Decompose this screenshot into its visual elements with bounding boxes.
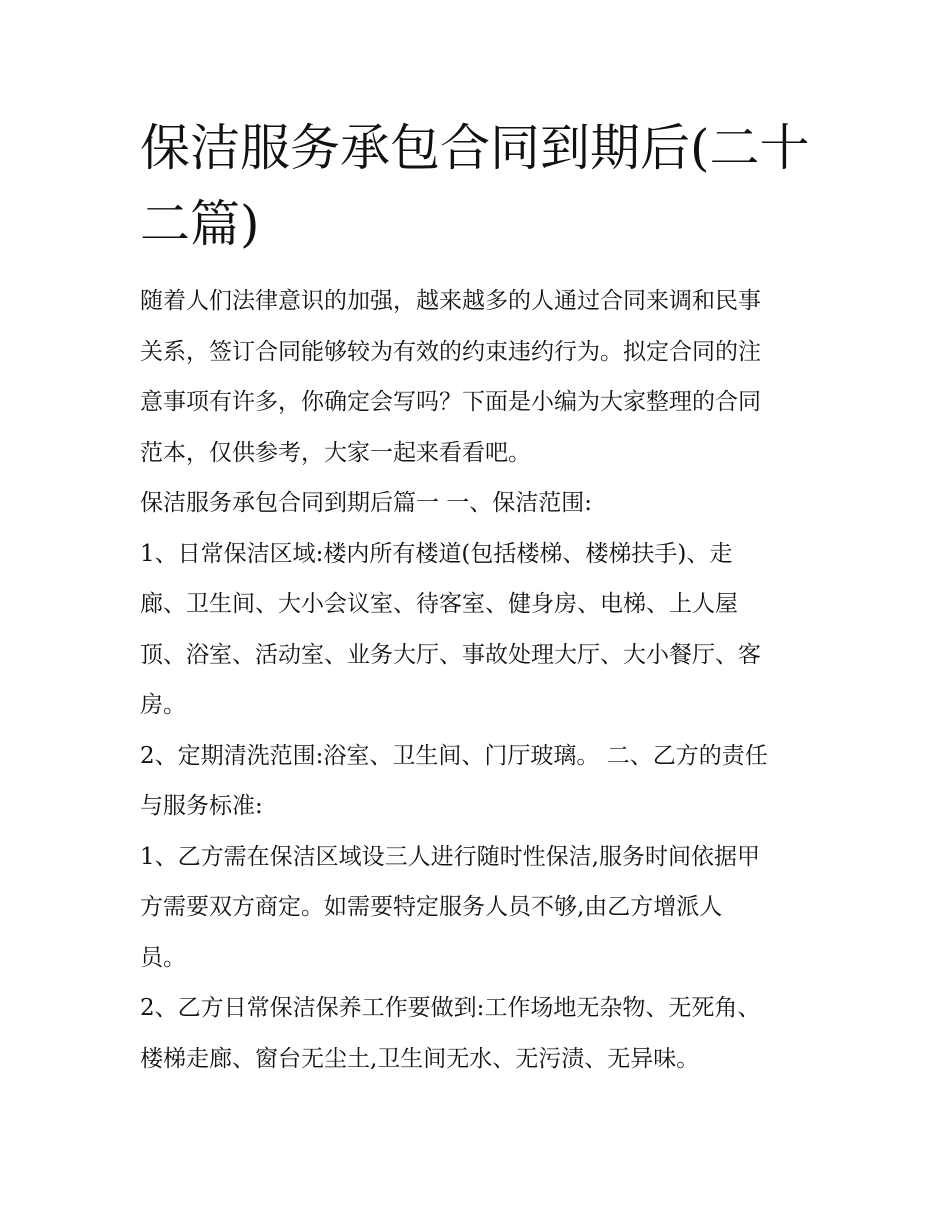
body-line: 2、乙方日常保洁保养工作要做到:工作场地无杂物、无死角、 <box>140 995 761 1021</box>
body-line: 楼梯走廊、窗台无尘土,卫生间无水、无污渍、无异味。 <box>140 1045 700 1072</box>
body-line: 1、乙方需在保洁区域设三人进行随时性保洁,服务时间依据甲 <box>140 843 760 870</box>
document-body <box>140 276 820 1084</box>
body-line: 意事项有许多，你确定会写吗？下面是小编为大家整理的合同 <box>140 389 761 415</box>
document-content <box>140 110 820 1084</box>
section-heading-line: 保洁服务承包合同到期后篇一 一、保洁范围: <box>140 490 593 516</box>
body-line: 与服务标准: <box>140 793 263 819</box>
title-line-1: 保洁服务承包合同到期后(二十 <box>140 119 810 177</box>
body-line: 范本，仅供参考，大家一起来看看吧。 <box>140 439 531 466</box>
body-line: 2、定期清洗范围:浴室、卫生间、门厅玻璃。 二、乙方的责任 <box>140 742 768 769</box>
body-line: 随着人们法律意识的加强，越来越多的人通过合同来调和民事 <box>140 288 761 314</box>
body-line: 方需要双方商定。如需要特定服务人员不够,由乙方增派人 <box>140 894 723 920</box>
body-line: 关系，签订合同能够较为有效的约束违约行为。拟定合同的注 <box>140 338 761 365</box>
body-line: 廊、卫生间、大小会议室、待客室、健身房、电梯、上人屋 <box>140 591 738 617</box>
body-line: 员。 <box>140 944 186 971</box>
body-line: 1、日常保洁区域:楼内所有楼道(包括楼梯、楼梯扶手)、走 <box>140 540 733 567</box>
body-line: 顶、浴室、活动室、业务大厅、事故处理大厅、大小餐厅、客 <box>140 641 761 668</box>
body-line: 房。 <box>140 692 186 718</box>
title-line-2: 二篇) <box>140 195 260 253</box>
document-title <box>140 110 820 262</box>
